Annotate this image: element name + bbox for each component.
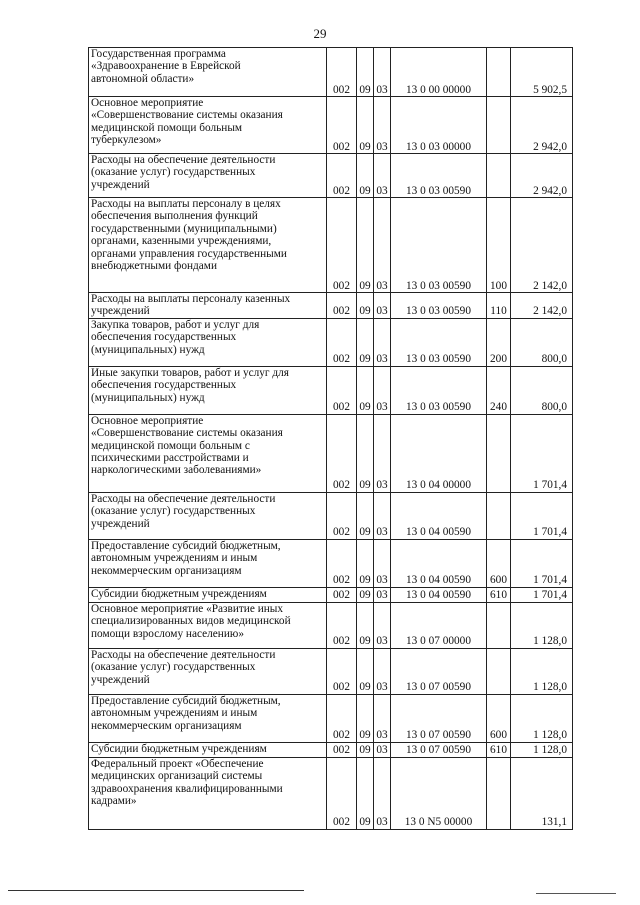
row-name-line: обеспечения государственных xyxy=(91,379,237,392)
row-name xyxy=(89,318,327,366)
row-name-line: (муниципальных) нужд xyxy=(91,343,205,356)
section-code: 09 xyxy=(357,48,374,97)
ministry-code: 002 xyxy=(327,602,357,648)
ministry-code: 002 xyxy=(327,198,357,293)
subsection-code: 03 xyxy=(374,318,391,366)
row-name-line: некоммерческим организациям xyxy=(91,719,242,732)
section-code: 09 xyxy=(357,97,374,154)
row-name-line: обеспечения выполнения функций xyxy=(91,210,258,223)
ministry-code: 002 xyxy=(327,648,357,694)
section-code: 09 xyxy=(357,742,374,757)
row-name xyxy=(89,414,327,492)
row-name xyxy=(89,694,327,742)
target-article-code: 13 0 04 00000 xyxy=(391,414,487,492)
amount: 2 942,0 xyxy=(511,154,573,198)
expense-type-code xyxy=(487,648,511,694)
row-name-line: органами управления государственными xyxy=(91,247,287,260)
expense-type-code: 200 xyxy=(487,318,511,366)
subsection-code: 03 xyxy=(374,742,391,757)
expense-type-code: 240 xyxy=(487,366,511,414)
row-name-line: Иные закупки товаров, работ и услуг для xyxy=(91,366,289,379)
section-code: 09 xyxy=(357,366,374,414)
subsection-code: 03 xyxy=(374,154,391,198)
amount: 2 142,0 xyxy=(511,198,573,293)
target-article-code: 13 0 N5 00000 xyxy=(391,757,487,829)
table-row xyxy=(89,48,573,97)
row-name-line: «Здравоохранение в Еврейской xyxy=(91,60,241,73)
row-name-line: Субсидии бюджетным учреждениям xyxy=(91,742,267,755)
row-name-line: Расходы на обеспечение деятельности xyxy=(91,154,276,166)
expense-type-code xyxy=(487,757,511,829)
table-row xyxy=(89,602,573,648)
target-article-code: 13 0 04 00590 xyxy=(391,492,487,539)
expense-type-code: 610 xyxy=(487,742,511,757)
table-row xyxy=(89,318,573,366)
row-name-line: специализированных видов медицинской xyxy=(91,615,291,628)
expense-type-code: 110 xyxy=(487,293,511,319)
expense-type-code xyxy=(487,97,511,154)
amount: 1 701,4 xyxy=(511,492,573,539)
amount: 1 128,0 xyxy=(511,648,573,694)
row-name xyxy=(89,587,327,602)
expense-type-code: 600 xyxy=(487,694,511,742)
row-name-line: медицинских организаций системы xyxy=(91,770,263,783)
target-article-code: 13 0 03 00590 xyxy=(391,293,487,319)
expense-type-code xyxy=(487,492,511,539)
row-name-line: Расходы на обеспечение деятельности xyxy=(91,648,276,661)
subsection-code: 03 xyxy=(374,293,391,319)
ministry-code: 002 xyxy=(327,587,357,602)
target-article-code: 13 0 03 00590 xyxy=(391,366,487,414)
section-code: 09 xyxy=(357,293,374,319)
ministry-code: 002 xyxy=(327,492,357,539)
expense-type-code: 100 xyxy=(487,198,511,293)
ministry-code: 002 xyxy=(327,757,357,829)
section-code: 09 xyxy=(357,539,374,587)
row-name-line: учреждений xyxy=(91,673,150,686)
subsection-code: 03 xyxy=(374,198,391,293)
table-row xyxy=(89,492,573,539)
row-name-line: внебюджетными фондами xyxy=(91,260,217,273)
table-row xyxy=(89,414,573,492)
row-name-line: учреждений xyxy=(91,178,150,191)
row-name-line: кадрами» xyxy=(91,795,137,808)
budget-table-body xyxy=(89,48,573,830)
row-name-line: Расходы на обеспечение деятельности xyxy=(91,492,276,505)
amount: 5 902,5 xyxy=(511,48,573,97)
section-code: 09 xyxy=(357,757,374,829)
subsection-code: 03 xyxy=(374,48,391,97)
table-row xyxy=(89,97,573,154)
target-article-code: 13 0 07 00590 xyxy=(391,694,487,742)
budget-table xyxy=(88,47,573,830)
row-name-line: Субсидии бюджетным учреждениям xyxy=(91,587,267,600)
row-name xyxy=(89,366,327,414)
amount: 800,0 xyxy=(511,318,573,366)
row-name xyxy=(89,492,327,539)
target-article-code: 13 0 03 00000 xyxy=(391,97,487,154)
table-row xyxy=(89,694,573,742)
section-code: 09 xyxy=(357,414,374,492)
section-code: 09 xyxy=(357,318,374,366)
page-number: 29 xyxy=(313,26,327,41)
subsection-code: 03 xyxy=(374,539,391,587)
section-code: 09 xyxy=(357,492,374,539)
table-row xyxy=(89,198,573,293)
amount: 1 128,0 xyxy=(511,694,573,742)
row-name-line: помощи взрослому населению» xyxy=(91,627,244,640)
row-name-line: (оказание услуг) государственных xyxy=(91,661,256,674)
row-name-line: медицинской помощи больным xyxy=(91,121,243,134)
subsection-code: 03 xyxy=(374,492,391,539)
table-row xyxy=(89,757,573,829)
subsection-code: 03 xyxy=(374,694,391,742)
row-name xyxy=(89,293,327,319)
row-name xyxy=(89,154,327,198)
subsection-code: 03 xyxy=(374,366,391,414)
row-name-line: учреждений xyxy=(91,305,150,318)
ministry-code: 002 xyxy=(327,154,357,198)
ministry-code: 002 xyxy=(327,414,357,492)
row-name-line: автономным учреждениям и иным xyxy=(91,552,258,565)
amount: 1 701,4 xyxy=(511,587,573,602)
row-name-line: (муниципальных) нужд xyxy=(91,391,205,404)
row-name xyxy=(89,742,327,757)
amount: 1 128,0 xyxy=(511,742,573,757)
row-name-line: Государственная программа xyxy=(91,48,226,60)
section-code: 09 xyxy=(357,648,374,694)
subsection-code: 03 xyxy=(374,414,391,492)
section-code: 09 xyxy=(357,602,374,648)
section-code: 09 xyxy=(357,154,374,198)
table-row xyxy=(89,154,573,198)
row-name-line: автономной области» xyxy=(91,72,195,85)
row-name-line: Расходы на выплаты персоналу казенных xyxy=(91,293,291,305)
row-name xyxy=(89,97,327,154)
expense-type-code xyxy=(487,48,511,97)
footer-rule xyxy=(8,890,304,891)
row-name-line: государственными (муниципальными) xyxy=(91,222,277,235)
table-row xyxy=(89,587,573,602)
row-name-line: (оказание услуг) государственных xyxy=(91,166,256,179)
table-row xyxy=(89,742,573,757)
amount: 1 701,4 xyxy=(511,539,573,587)
row-name-line: наркологическими заболеваниями» xyxy=(91,464,262,477)
row-name-line: Основное мероприятие xyxy=(91,414,204,427)
target-article-code: 13 0 00 00000 xyxy=(391,48,487,97)
amount: 2 942,0 xyxy=(511,97,573,154)
ministry-code: 002 xyxy=(327,97,357,154)
ministry-code: 002 xyxy=(327,742,357,757)
target-article-code: 13 0 04 00590 xyxy=(391,539,487,587)
row-name-line: органами, казенными учреждениями, xyxy=(91,235,272,248)
target-article-code: 13 0 07 00590 xyxy=(391,742,487,757)
row-name-line: некоммерческим организациям xyxy=(91,564,242,577)
ministry-code: 002 xyxy=(327,48,357,97)
table-row xyxy=(89,539,573,587)
row-name-line: Закупка товаров, работ и услуг для xyxy=(91,318,260,331)
subsection-code: 03 xyxy=(374,757,391,829)
row-name-line: (оказание услуг) государственных xyxy=(91,505,256,518)
row-name-line: здравоохранения квалифицированными xyxy=(91,782,283,795)
ministry-code: 002 xyxy=(327,539,357,587)
expense-type-code xyxy=(487,602,511,648)
row-name-line: автономным учреждениям и иным xyxy=(91,707,258,720)
row-name-line: Основное мероприятие «Развитие иных xyxy=(91,602,284,615)
row-name-line: психическими расстройствами и xyxy=(91,452,249,465)
subsection-code: 03 xyxy=(374,648,391,694)
row-name-line: Федеральный проект «Обеспечение xyxy=(91,757,264,770)
expense-type-code xyxy=(487,154,511,198)
table-row xyxy=(89,366,573,414)
row-name xyxy=(89,757,327,829)
ministry-code: 002 xyxy=(327,694,357,742)
amount: 1 128,0 xyxy=(511,602,573,648)
row-name-line: Предоставление субсидий бюджетным, xyxy=(91,539,281,552)
section-code: 09 xyxy=(357,694,374,742)
target-article-code: 13 0 03 00590 xyxy=(391,198,487,293)
row-name-line: учреждений xyxy=(91,517,150,530)
row-name xyxy=(89,539,327,587)
row-name-line: Расходы на выплаты персоналу в целях xyxy=(91,198,281,210)
target-article-code: 13 0 04 00590 xyxy=(391,587,487,602)
row-name-line: обеспечения государственных xyxy=(91,331,237,344)
ministry-code: 002 xyxy=(327,366,357,414)
row-name-line: Предоставление субсидий бюджетным, xyxy=(91,694,281,707)
footer-rule-right xyxy=(536,893,616,894)
row-name-line: Основное мероприятие xyxy=(91,97,204,109)
target-article-code: 13 0 07 00590 xyxy=(391,648,487,694)
row-name xyxy=(89,648,327,694)
ministry-code: 002 xyxy=(327,318,357,366)
row-name-line: «Совершенствование системы оказания xyxy=(91,427,283,440)
row-name xyxy=(89,602,327,648)
table-row xyxy=(89,293,573,319)
row-name-line: «Совершенствование системы оказания xyxy=(91,109,283,122)
row-name xyxy=(89,198,327,293)
target-article-code: 13 0 07 00000 xyxy=(391,602,487,648)
expense-type-code xyxy=(487,414,511,492)
ministry-code: 002 xyxy=(327,293,357,319)
expense-type-code: 610 xyxy=(487,587,511,602)
amount: 800,0 xyxy=(511,366,573,414)
target-article-code: 13 0 03 00590 xyxy=(391,154,487,198)
target-article-code: 13 0 03 00590 xyxy=(391,318,487,366)
subsection-code: 03 xyxy=(374,602,391,648)
amount: 2 142,0 xyxy=(511,293,573,319)
section-code: 09 xyxy=(357,587,374,602)
row-name-line: медицинской помощи больным с xyxy=(91,439,250,452)
subsection-code: 03 xyxy=(374,587,391,602)
subsection-code: 03 xyxy=(374,97,391,154)
row-name-line: туберкулезом» xyxy=(91,134,162,147)
row-name xyxy=(89,48,327,97)
section-code: 09 xyxy=(357,198,374,293)
amount: 131,1 xyxy=(511,757,573,829)
amount: 1 701,4 xyxy=(511,414,573,492)
table-row xyxy=(89,648,573,694)
expense-type-code: 600 xyxy=(487,539,511,587)
